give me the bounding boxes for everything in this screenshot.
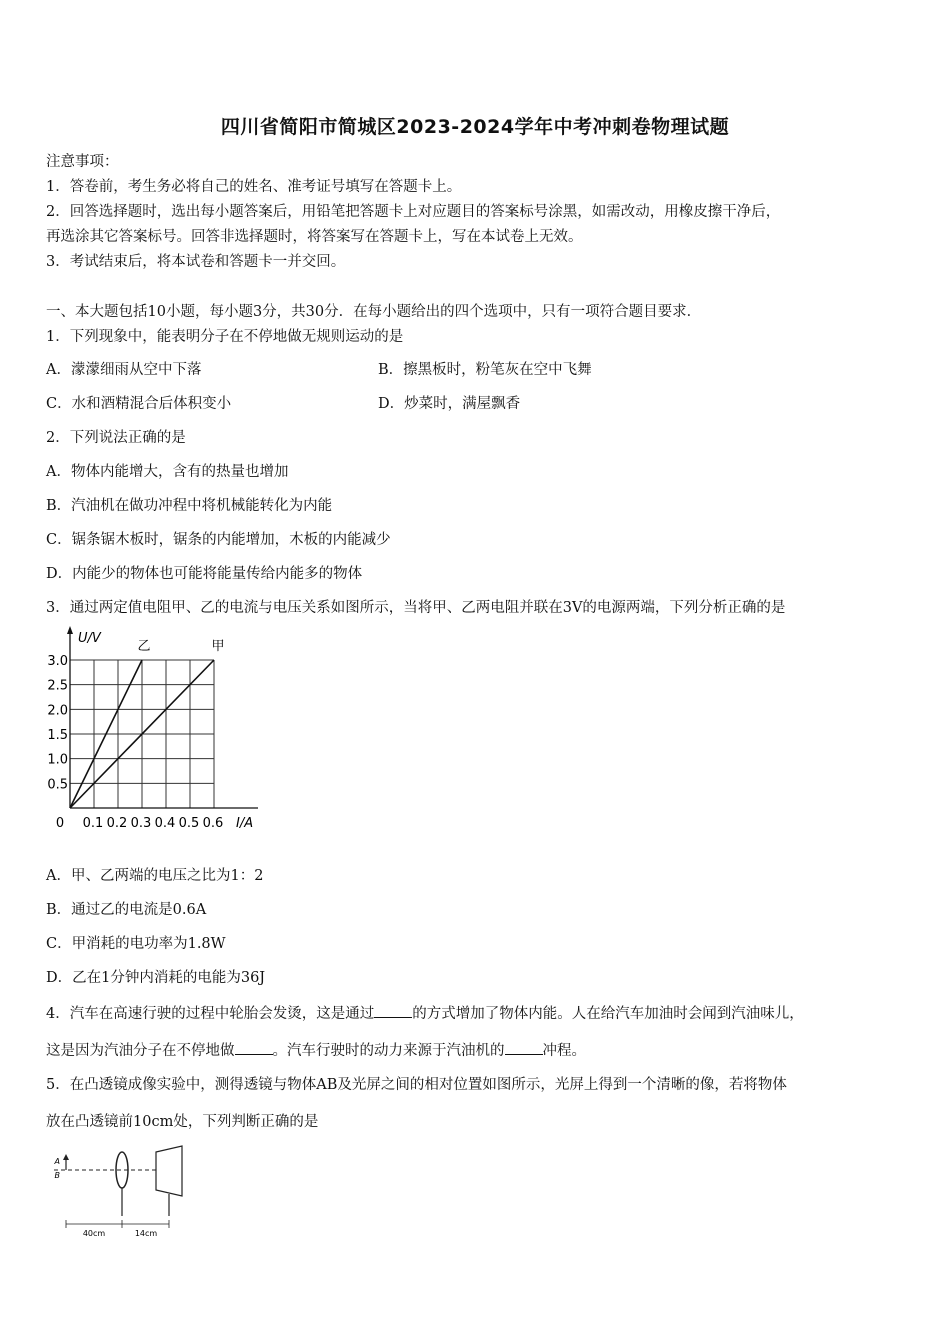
label-dist-object: 40cm [82, 1229, 106, 1238]
chart-labels [47, 631, 253, 831]
q4-text-1a: 4．汽车在高速行驶的过程中轮胎会发烫，这是通过 [46, 1006, 375, 1022]
notes-heading: 注意事项： [46, 154, 119, 170]
q1-option-d: D．炒菜时，满屋飘香 [378, 396, 521, 412]
page-title: 四川省简阳市简城区2023-2024学年中考冲刺卷物理试题 [220, 116, 730, 138]
y-axis-label: U/V [78, 631, 101, 646]
q4-blank-3[interactable] [505, 1040, 543, 1055]
q3-option-b: B．通过乙的电流是0.6A [46, 902, 207, 918]
q5-line-2: 放在凸透镜前10cm处，下列判断正确的是 [46, 1114, 319, 1130]
y-tick-label: 0.5 [47, 777, 68, 793]
q2-stem: 2．下列说法正确的是 [46, 430, 186, 446]
series-label: 乙 [137, 639, 151, 654]
q2-option-d: D．内能少的物体也可能将能量传给内能多的物体 [46, 566, 363, 582]
q4-text-2a: 这是因为汽油分子在不停地做 [46, 1043, 235, 1059]
y-axis-arrow [67, 626, 73, 634]
x-tick-label: 0.4 [154, 816, 176, 831]
q2-option-c: C．锯条锯木板时，锯条的内能增加，木板的内能减少 [46, 532, 391, 548]
x-tick-label: 0.6 [202, 816, 224, 831]
x-tick-label: 0.3 [130, 816, 152, 831]
y-tick-label: 1.5 [47, 728, 68, 743]
notes-item-1: 1．答卷前，考生务必将自己的姓名、准考证号填写在答题卡上。 [46, 179, 462, 195]
q4-line-1 [46, 1003, 804, 1024]
q2-option-b: B．汽油机在做功冲程中将机械能转化为内能 [46, 498, 333, 514]
q4-blank-1[interactable] [374, 1003, 412, 1018]
notes-item-2a: 2．回答选择题时，选出每小题答案后，用铅笔把答题卡上对应题目的答案标号涂黑，如需改动，用橡皮擦干净后， [46, 204, 781, 220]
label-dist-screen: 14cm [134, 1229, 158, 1238]
q4-text-1b: 的方式增加了物体内能。人在给汽车加油时会闻到汽油味儿， [412, 1006, 804, 1022]
notes-item-3: 3．考试结束后，将本试卷和答题卡一并交回。 [46, 254, 346, 270]
x-tick-label: 0.1 [82, 816, 104, 831]
q5-line-1: 5．在凸透镜成像实验中，测得透镜与物体AB及光屏之间的相对位置如图所示，光屏上得到一个清晰的像，若将物体 [46, 1077, 787, 1093]
x-tick-label: 0.2 [106, 816, 128, 831]
q1-option-b: B．擦黑板时，粉笔灰在空中飞舞 [378, 362, 592, 378]
object-arrow-head [63, 1154, 69, 1160]
q4-text-2c: 冲程。 [542, 1043, 586, 1059]
q1-option-a: A．濛濛细雨从空中下落 [46, 362, 202, 378]
iu-chart [40, 622, 280, 834]
q4-text-2b: 。汽车行驶时的动力来源于汽油机的 [272, 1043, 505, 1059]
label-b: B [54, 1171, 60, 1180]
q1-stem: 1．下列现象中，能表明分子在不停地做无规则运动的是 [46, 329, 404, 345]
q1-option-c: C．水和酒精混合后体积变小 [46, 396, 232, 412]
y-tick-label: 2.0 [47, 703, 68, 719]
x-axis-label: I/A [236, 816, 254, 831]
light-screen [156, 1146, 182, 1196]
x-tick-label: 0.5 [178, 816, 200, 831]
y-tick-label: 2.5 [47, 678, 68, 694]
series-label: 甲 [211, 639, 225, 654]
notes-item-2b: 再选涂其它答案标号。回答非选择题时，将答案写在答题卡上，写在本试卷上无效。 [46, 229, 583, 245]
q3-option-d: D．乙在1分钟内消耗的电能为36J [46, 970, 266, 986]
section-1-heading: 一、本大题包括10小题，每小题3分，共30分．在每小题给出的四个选项中，只有一项符合题目要求． [46, 304, 702, 320]
q2-option-a: A．物体内能增大，含有的热量也增加 [46, 464, 289, 480]
q3-option-c: C．甲消耗的电功率为1.8W [46, 936, 226, 952]
lens-figure [44, 1140, 204, 1240]
q3-stem: 3．通过两定值电阻甲、乙的电流与电压关系如图所示，当将甲、乙两电阻并联在3V的电源两端，下列分析正确的是 [46, 600, 786, 616]
label-a: A [54, 1157, 60, 1166]
q3-option-a: A．甲、乙两端的电压之比为1：2 [46, 868, 264, 884]
y-tick-label: 3.0 [47, 654, 68, 669]
y-tick-label: 1.0 [47, 752, 68, 768]
q4-blank-2[interactable] [235, 1040, 273, 1055]
origin-label: 0 [55, 816, 65, 831]
q4-line-2 [46, 1040, 586, 1061]
